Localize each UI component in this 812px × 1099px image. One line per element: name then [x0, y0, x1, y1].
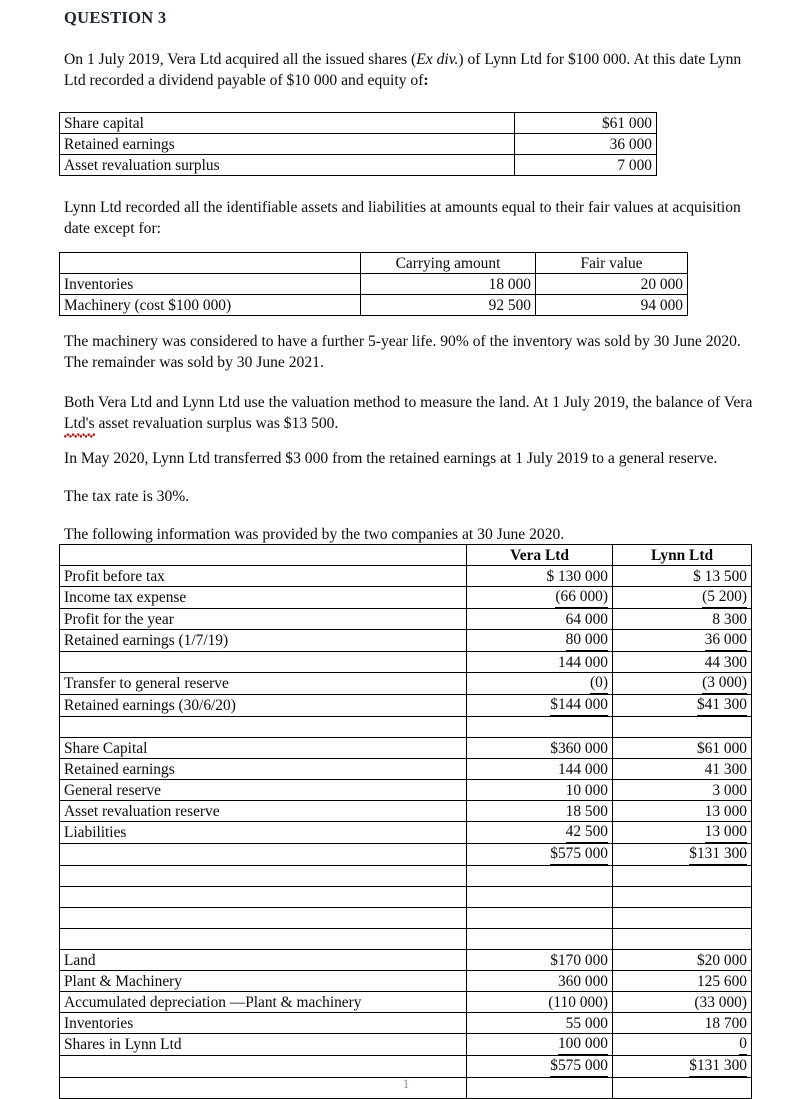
land-note-text-a: Both Vera Ltd and Lynn Ltd use the valuation method to measure the land. At 1 July 2019, the balance of Vera	[64, 394, 753, 411]
row-label: Share Capital	[60, 738, 467, 759]
acquisition-equity-table	[59, 112, 657, 176]
table-row	[60, 609, 752, 630]
row-value-lynn: $20 000	[613, 950, 752, 971]
row-label: General reserve	[60, 780, 467, 801]
table-row	[60, 971, 752, 992]
table-row	[60, 801, 752, 822]
row-value-vera	[467, 673, 613, 695]
table-row	[60, 113, 657, 134]
row-label: Liabilities	[60, 822, 467, 844]
row-label: Asset revaluation surplus	[60, 155, 515, 176]
row-label: Inventories	[60, 1013, 467, 1034]
table-row	[60, 866, 752, 887]
row-value-lynn: (33 000)	[613, 992, 752, 1013]
column-header-blank	[60, 545, 467, 566]
row-label	[60, 908, 467, 929]
row-value-lynn	[613, 1034, 752, 1056]
row-value-lynn	[613, 630, 752, 652]
paragraph-intro	[64, 50, 764, 91]
row-label: Share capital	[60, 113, 515, 134]
table-row	[60, 759, 752, 780]
table-row	[60, 908, 752, 929]
row-label: Retained earnings	[60, 134, 515, 155]
row-label	[60, 887, 467, 908]
row-label: Retained earnings (30/6/20)	[60, 695, 467, 717]
column-header-lynn-ltd: Lynn Ltd	[613, 545, 752, 566]
row-label: Land	[60, 950, 467, 971]
table-row	[60, 738, 752, 759]
row-label	[60, 844, 467, 866]
row-value-lynn: 18 700	[613, 1013, 752, 1034]
row-value-vera	[467, 587, 613, 609]
accounting-rule: 80 000	[566, 630, 608, 651]
row-value-vera	[467, 929, 613, 950]
fair-value-table	[59, 252, 688, 316]
table-row	[60, 992, 752, 1013]
row-value-vera	[467, 887, 613, 908]
row-value-vera: $360 000	[467, 738, 613, 759]
accounting-rule: 13 000	[705, 822, 747, 843]
financial-information-table	[59, 544, 752, 1099]
paragraph-machinery-note: The machinery was considered to have a further 5-year life. 90% of the inventory was sold by 30 June 2020. The remainder was sold by 30 June 2021.	[64, 333, 741, 371]
table-row	[60, 780, 752, 801]
spellcheck-error-text[interactable]: Ltd's	[64, 414, 95, 439]
row-value-vera: 18 500	[467, 801, 613, 822]
page-number: 1	[402, 1076, 410, 1091]
row-value-lynn	[613, 866, 752, 887]
table-row	[60, 950, 752, 971]
row-value-lynn	[613, 908, 752, 929]
intro-colon: :	[423, 71, 429, 89]
accounting-rule: $131 300	[689, 1056, 747, 1077]
row-value: $61 000	[515, 113, 657, 134]
row-value-vera	[467, 630, 613, 652]
row-value-lynn: 3 000	[613, 780, 752, 801]
row-value-lynn: 41 300	[613, 759, 752, 780]
row-label	[60, 652, 467, 673]
row-value-lynn: 8 300	[613, 609, 752, 630]
table-row	[60, 274, 688, 295]
accounting-rule: (3 000)	[702, 673, 747, 694]
row-label: Retained earnings	[60, 759, 467, 780]
accounting-rule: $575 000	[550, 1056, 608, 1077]
row-value-vera	[467, 1034, 613, 1056]
row-value-lynn	[613, 822, 752, 844]
row-value-vera: $ 130 000	[467, 566, 613, 587]
column-header-vera-ltd: Vera Ltd	[467, 545, 613, 566]
row-carrying-amount: 92 500	[361, 295, 536, 316]
row-value-lynn	[613, 887, 752, 908]
paragraph-fair-values: Lynn Ltd recorded all the identifiable assets and liabilities at amounts equal to their fair values at acquisition date except for:	[64, 199, 741, 237]
row-label	[60, 717, 467, 738]
row-label: Shares in Lynn Ltd	[60, 1034, 467, 1056]
row-value-vera	[467, 717, 613, 738]
paragraph-land-note	[64, 393, 784, 438]
accounting-rule: 36 000	[705, 630, 747, 651]
row-label: Profit before tax	[60, 566, 467, 587]
row-value-lynn: 125 600	[613, 971, 752, 992]
paragraph-general-reserve-note: In May 2020, Lynn Ltd transferred $3 000 from the retained earnings at 1 July 2019 to a general reserve.	[64, 450, 718, 467]
column-header-carrying-amount: Carrying amount	[361, 253, 536, 274]
land-note-text-b: asset revaluation surplus was $13 500.	[94, 414, 339, 432]
table-row	[60, 717, 752, 738]
row-value-lynn	[613, 929, 752, 950]
table-row	[60, 155, 657, 176]
accounting-rule: $144 000	[550, 695, 608, 716]
row-value-lynn	[613, 695, 752, 717]
row-fair-value: 20 000	[536, 274, 688, 295]
column-header-blank	[60, 253, 361, 274]
row-value-vera: 55 000	[467, 1013, 613, 1034]
row-value-vera: $170 000	[467, 950, 613, 971]
accounting-rule: $41 300	[697, 695, 747, 716]
paragraph-table-intro: The following information was provided by the two companies at 30 June 2020.	[64, 526, 565, 543]
intro-text-b: ) of Lynn Ltd for $100 000. At this date Lynn Ltd recorded a dividend payable of $10 000 and equity of	[64, 51, 742, 89]
row-label: Plant & Machinery	[60, 971, 467, 992]
accounting-rule: $575 000	[550, 844, 608, 865]
row-value-lynn: $ 13 500	[613, 566, 752, 587]
row-value-vera	[467, 695, 613, 717]
row-label: Machinery (cost $100 000)	[60, 295, 361, 316]
row-value-vera: 10 000	[467, 780, 613, 801]
table-row	[60, 822, 752, 844]
table-row	[60, 587, 752, 609]
table-row	[60, 630, 752, 652]
row-value: 36 000	[515, 134, 657, 155]
table-header-row	[60, 253, 688, 274]
accounting-rule: (5 200)	[702, 587, 747, 608]
table-row	[60, 844, 752, 866]
table-row	[60, 1034, 752, 1056]
row-value-vera	[467, 1056, 613, 1078]
column-header-fair-value: Fair value	[536, 253, 688, 274]
table-row	[60, 929, 752, 950]
table-row	[60, 1013, 752, 1034]
intro-text-a: On 1 July 2019, Vera Ltd acquired all the issued shares (	[64, 51, 417, 68]
row-value: 7 000	[515, 155, 657, 176]
table-row	[60, 652, 752, 673]
row-value-vera: 144 000	[467, 759, 613, 780]
row-value-lynn	[613, 1056, 752, 1078]
table-row	[60, 695, 752, 717]
table-row	[60, 673, 752, 695]
table-header-row	[60, 545, 752, 566]
table-row	[60, 887, 752, 908]
paragraph-tax-rate: The tax rate is 30%.	[64, 488, 190, 505]
table-row	[60, 134, 657, 155]
row-label: Asset revaluation reserve	[60, 801, 467, 822]
row-label: Retained earnings (1/7/19)	[60, 630, 467, 652]
row-value-lynn: 13 000	[613, 801, 752, 822]
row-value-vera: 360 000	[467, 971, 613, 992]
row-label: Profit for the year	[60, 609, 467, 630]
row-label	[60, 1056, 467, 1078]
row-label: Accumulated depreciation —Plant & machinery	[60, 992, 467, 1013]
row-value-lynn	[613, 844, 752, 866]
row-value-vera	[467, 844, 613, 866]
row-label	[60, 866, 467, 887]
row-value-lynn: $61 000	[613, 738, 752, 759]
row-value-vera	[467, 822, 613, 844]
accounting-rule: 0	[739, 1034, 747, 1055]
row-value-lynn	[613, 717, 752, 738]
row-label: Transfer to general reserve	[60, 673, 467, 695]
accounting-rule: 42 500	[566, 822, 608, 843]
row-label	[60, 929, 467, 950]
table-row	[60, 1056, 752, 1078]
accounting-rule: $131 300	[689, 844, 747, 865]
row-value-vera: 144 000	[467, 652, 613, 673]
accounting-rule: (0)	[590, 673, 608, 694]
intro-ex-div: Ex div.	[416, 51, 459, 68]
row-value-lynn: 44 300	[613, 652, 752, 673]
accounting-rule: 100 000	[558, 1034, 608, 1055]
accounting-rule: (66 000)	[555, 587, 608, 608]
row-value-vera: (110 000)	[467, 992, 613, 1013]
row-value-vera	[467, 908, 613, 929]
table-row	[60, 566, 752, 587]
row-value-vera	[467, 866, 613, 887]
row-label: Inventories	[60, 274, 361, 295]
row-value-vera: 64 000	[467, 609, 613, 630]
row-value-lynn	[613, 673, 752, 695]
row-carrying-amount: 18 000	[361, 274, 536, 295]
page-title: QUESTION 3	[64, 8, 167, 27]
row-fair-value: 94 000	[536, 295, 688, 316]
row-value-lynn	[613, 587, 752, 609]
row-label: Income tax expense	[60, 587, 467, 609]
table-row	[60, 295, 688, 316]
